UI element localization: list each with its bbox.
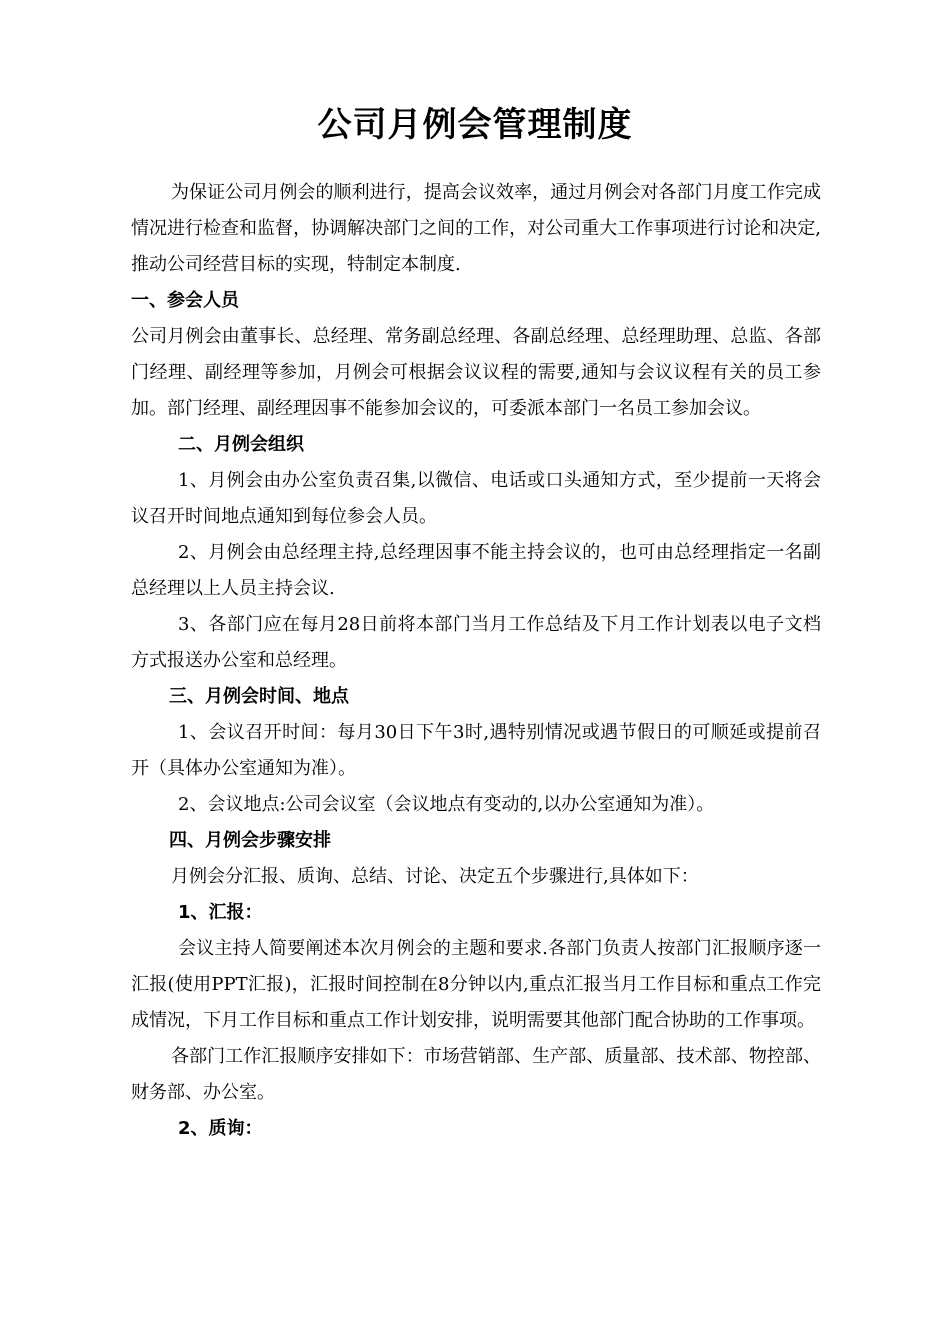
section-heading-steps: 四、月例会步骤安排 bbox=[169, 830, 331, 851]
subheading-inquiry: 2、质询： bbox=[178, 1118, 263, 1139]
time-item-1: 1、会议召开时间：每月30日下午3时,遇特别情况或遇节假日的可顺延或提前召开（具体办公室通知为准）。 bbox=[131, 722, 821, 779]
organization-item-1: 1、月例会由办公室负责召集,以微信、电话或口头通知方式，至少提前一天将会议召开时间地点通知到每位参会人员。 bbox=[131, 470, 821, 527]
attendees-paragraph: 公司月例会由董事长、总经理、常务副总经理、各副总经理、总经理助理、总监、各部门经理、副经理等参加，月例会可根据会议议程的需要,通知与会议议程有关的员工参加。部门经理、副经理因事不能参加会议的，可委派本部门一名员工参加会议。 bbox=[131, 326, 821, 419]
organization-item-2: 2、月例会由总经理主持,总经理因事不能主持会议的，也可由总经理指定一名副总经理以上人员主持会议. bbox=[131, 542, 821, 599]
steps-intro-paragraph: 月例会分汇报、质询、总结、讨论、决定五个步骤进行,具体如下： bbox=[171, 866, 699, 887]
section-heading-organization: 二、月例会组织 bbox=[178, 434, 304, 455]
document-title: 公司月例会管理制度 bbox=[317, 105, 633, 145]
section-heading-time-place: 三、月例会时间、地点 bbox=[169, 686, 349, 707]
report-order-paragraph: 各部门工作汇报顺序安排如下：市场营销部、生产部、质量部、技术部、物控部、财务部、办公室。 bbox=[131, 1046, 821, 1103]
place-item-2: 2、会议地点:公司会议室（会议地点有变动的,以办公室通知为准）。 bbox=[178, 794, 715, 815]
organization-item-3: 3、各部门应在每月28日前将本部门当月工作总结及下月工作计划表以电子文档方式报送办公室和总经理。 bbox=[131, 614, 821, 671]
section-heading-attendees: 一、参会人员 bbox=[131, 290, 239, 311]
report-paragraph: 会议主持人简要阐述本次月例会的主题和要求.各部门负责人按部门汇报顺序逐一汇报(使用PPT汇报)，汇报时间控制在8分钟以内,重点汇报当月工作目标和重点工作完成情况，下月工作目标和重点工作计划安排，说明需要其他部门配合协助的工作事项。 bbox=[131, 938, 821, 1031]
intro-paragraph: 为保证公司月例会的顺利进行，提高会议效率，通过月例会对各部门月度工作完成情况进行检查和监督，协调解决部门之间的工作，对公司重大工作事项进行讨论和决定,推动公司经营目标的实现，特制定本制度. bbox=[131, 182, 821, 275]
document-body bbox=[131, 175, 821, 1147]
subheading-report: 1、汇报： bbox=[178, 902, 263, 923]
